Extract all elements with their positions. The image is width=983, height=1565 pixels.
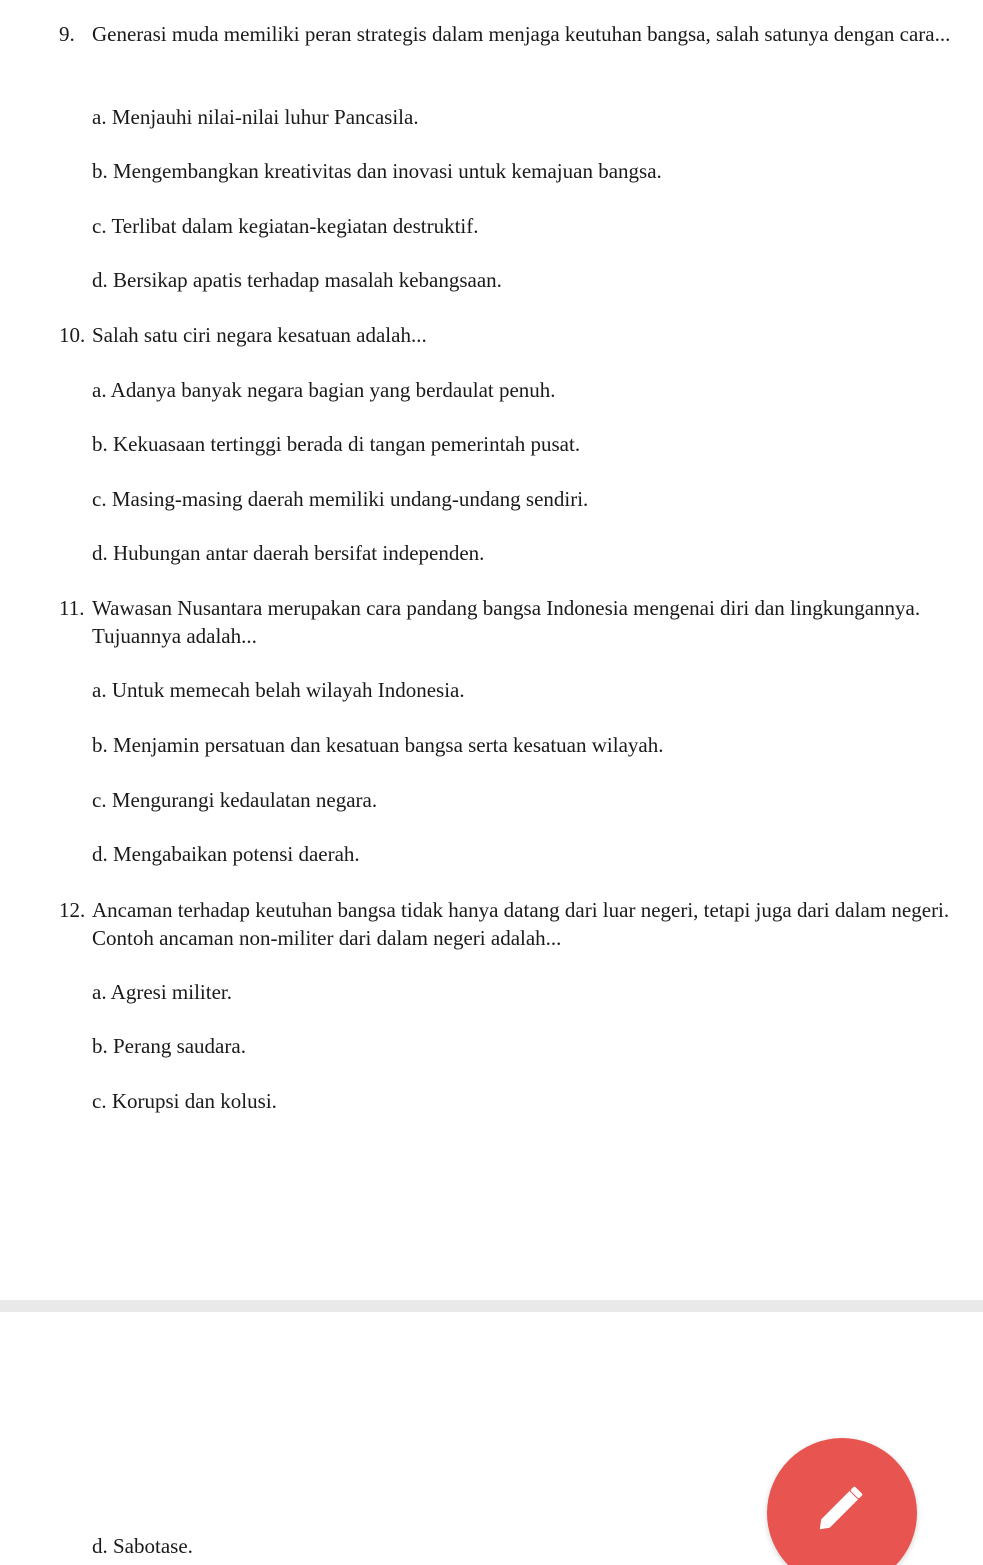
pencil-icon: [811, 1478, 871, 1538]
question-12: [59, 896, 972, 952]
option-10d: d. Hubungan antar daerah bersifat independen.: [92, 541, 485, 565]
option-11b: b. Menjamin persatuan dan kesatuan bangsa serta kesatuan wilayah.: [92, 733, 664, 757]
question-text: Generasi muda memiliki peran strategis dalam menjaga keutuhan bangsa, salah satunya dengan cara...: [92, 22, 951, 46]
option-9c: c. Terlibat dalam kegiatan-kegiatan destruktif.: [92, 214, 479, 238]
option-12d: d. Sabotase.: [92, 1534, 193, 1558]
option-11a: a. Untuk memecah belah wilayah Indonesia.: [92, 678, 465, 702]
option-12b: b. Perang saudara.: [92, 1034, 246, 1058]
option-12a: a. Agresi militer.: [92, 980, 232, 1004]
option-11d: d. Mengabaikan potensi daerah.: [92, 842, 360, 866]
question-number: 11.: [59, 596, 85, 620]
option-12c: c. Korupsi dan kolusi.: [92, 1089, 277, 1113]
question-number: 10.: [59, 323, 86, 347]
question-text: Salah satu ciri negara kesatuan adalah...: [92, 323, 427, 347]
question-number: 9.: [59, 22, 75, 46]
option-9b: b. Mengembangkan kreativitas dan inovasi untuk kemajuan bangsa.: [92, 159, 662, 183]
option-9d: d. Bersikap apatis terhadap masalah kebangsaan.: [92, 268, 502, 292]
option-10c: c. Masing-masing daerah memiliki undang-undang sendiri.: [92, 487, 589, 511]
question-text: Ancaman terhadap keutuhan bangsa tidak hanya datang dari luar negeri, tetapi juga dari dalam negeri. Contoh ancaman non-militer dari dalam negeri adalah...: [92, 898, 950, 950]
question-9: [59, 20, 972, 48]
question-text: Wawasan Nusantara merupakan cara pandang bangsa Indonesia mengenai diri dan lingkungannya. Tujuannya adalah...: [92, 596, 921, 648]
option-10a: a. Adanya banyak negara bagian yang berdaulat penuh.: [92, 378, 556, 402]
question-number: 12.: [59, 898, 86, 922]
option-9a: a. Menjauhi nilai-nilai luhur Pancasila.: [92, 105, 419, 129]
page-divider: [0, 1300, 983, 1312]
question-10: [59, 321, 972, 349]
question-11: [59, 594, 972, 650]
option-11c: c. Mengurangi kedaulatan negara.: [92, 788, 378, 812]
option-10b: b. Kekuasaan tertinggi berada di tangan pemerintah pusat.: [92, 432, 581, 456]
